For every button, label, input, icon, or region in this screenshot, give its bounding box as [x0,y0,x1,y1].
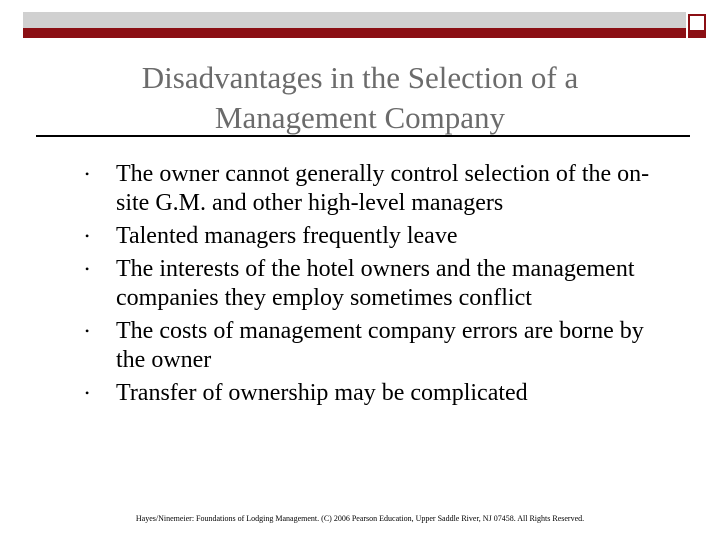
bullet-list [83,160,673,412]
bullet-dot-icon: • [85,229,90,243]
bullet-dot-icon: • [85,386,90,400]
bullet-dot-icon: • [85,324,90,338]
bullet-item [83,255,673,313]
bullet-text: The interests of the hotel owners and the management companies they employ sometimes conflict [116,256,635,311]
bullet-text: The costs of management company errors are borne by the owner [116,318,644,373]
copyright-footer: Hayes/Ninemeier: Foundations of Lodging Management. (C) 2006 Pearson Education, Upper Saddle River, NJ 07458. All Rights Reserved. [135,514,585,523]
slide-title-line-1: Disadvantages in the Selection of a [141,60,579,95]
corner-stripe-block [688,30,706,38]
bullet-item [83,317,673,375]
bullet-dot-icon: • [85,262,90,276]
top-decorative-stripe [23,28,687,38]
bullet-item [83,160,673,218]
slide-title-line-2: Management Company [214,100,506,135]
bullet-item [83,379,673,408]
bullet-item [83,222,673,251]
top-decorative-bar [23,12,687,28]
slide-title [40,58,680,138]
bullet-text: Talented managers frequently leave [116,223,458,249]
title-divider [36,135,690,137]
bullet-text: Transfer of ownership may be complicated [116,380,528,406]
bullet-text: The owner cannot generally control selection of the on-site G.M. and other high-level managers [116,161,650,216]
bullet-dot-icon: • [85,167,90,181]
